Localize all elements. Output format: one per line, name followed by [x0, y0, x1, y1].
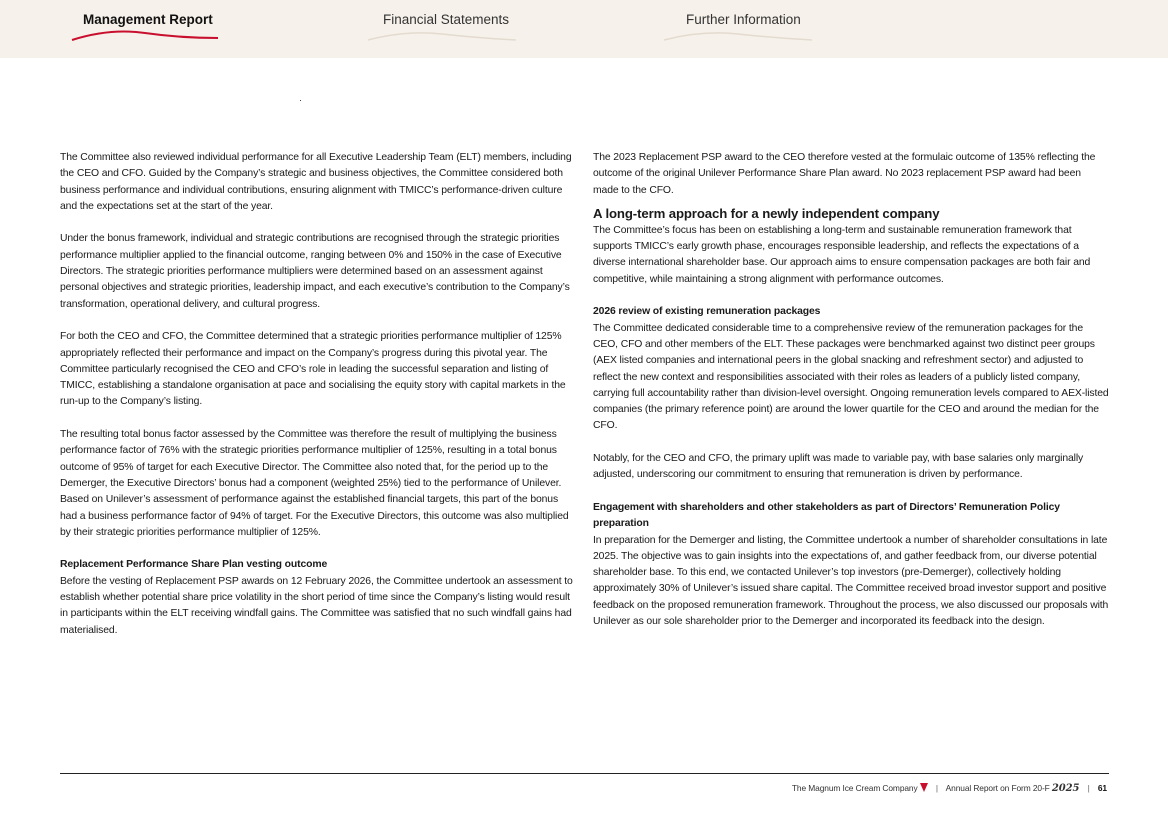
active-tab-underline — [70, 26, 220, 44]
paragraph: The 2023 Replacement PSP award to the CEO therefore vested at the formulaic outcome of 135% reflecting the outcome of the original Unilever Performance Share Plan award. No 2023 replacement PSP award had been made to the CFO. — [593, 152, 1096, 196]
paragraph: Notably, for the CEO and CFO, the primary uplift was made to variable pay, with base salaries only marginally adjusted, underscoring our commitment to ensuring that remuneration is driven by performance. — [593, 453, 1084, 481]
subheading: Replacement Performance Share Plan vesting outcome — [60, 559, 328, 571]
tab-label: Financial Statements — [383, 12, 510, 27]
top-navigation — [0, 0, 1168, 58]
paragraph: The Committee’s focus has been on establishing a long-term and sustainable remuneration framework that supports TMICC’s early growth phase, encourages responsible leadership, and reflects the expectations of a diverse international shareholder base. Our approach aims to ensure compensation packages are both fair and competitive, while maintaining a strong alignment with performance outcomes. — [593, 224, 1091, 285]
report-year: 2025 — [1051, 783, 1080, 794]
tab-label: Management Report — [83, 12, 213, 27]
paragraph: The resulting total bonus factor assessed by the Committee was therefore the result of multiplying the business performance factor of 76% with the strategic priorities performance multiplier of 125%, resulting in a total bonus outcome of 95% of target for each Executive Director. The Committee also noted that, for the period up to the Demerger, the Executive Directors’ bonus had a component (weighted 25%) tied to the performance of Unilever. Based on Unilever’s assessment of performance against the established financial targets, this part of the bonus had a business performance factor of 94% of target. For the Executive Directors, this outcome was also multiplied by their strategic priorities performance multiplier of 125%. — [60, 429, 569, 538]
report-title: Annual Report on Form 20-F — [945, 783, 1050, 793]
tab-management-report[interactable] — [83, 12, 213, 27]
subheading: 2026 review of existing remuneration packages — [593, 306, 821, 318]
separator: | — [1087, 783, 1090, 793]
tab-further-information[interactable] — [686, 12, 801, 27]
left-column — [60, 150, 576, 655]
stray-mark — [300, 100, 301, 101]
tab-underline — [662, 26, 814, 44]
section-heading: A long-term approach for a newly independent company — [593, 205, 940, 221]
separator: | — [935, 783, 938, 793]
page-footer — [792, 783, 1107, 794]
paragraph: The Committee dedicated considerable time to a comprehensive review of the remuneration packages for the CEO, CFO and other members of the ELT. These packages were benchmarked against two distinct peer groups (AEX listed companies and international peers in the global snacking and refreshment sector) and adjusted to reflect the new context and responsibilities associated with their roles as leaders of a publicly listed company, carrying full accountability rather than division-level oversight. Ongoing remuneration levels compared to AEX-listed companies (the primary reference point) are around the lower quartile for the CEO and around the median for the CFO. — [593, 322, 1109, 432]
tab-label: Further Information — [686, 12, 801, 27]
paragraph: Under the bonus framework, individual and strategic contributions are recognised through the strategic priorities performance multiplier applied to the financial outcome, ranging between 0% and 150% in the case of Executive Directors. The strategic priorities performance multipliers were determined based on an assessment against personal objectives and strategic priorities, leadership impact, and each executive’s contribution to the Company’s transformation, operational delivery, and cultural progress. — [60, 233, 570, 310]
subheading: Engagement with shareholders and other stakeholders as part of Directors’ Remuneration Policy preparation — [593, 501, 1060, 530]
company-name: The Magnum Ice Cream Company — [791, 783, 918, 793]
tab-underline — [366, 26, 518, 44]
heart-logo-icon — [920, 783, 928, 792]
footer-rule — [60, 773, 1109, 774]
paragraph: The Committee also reviewed individual performance for all Executive Leadership Team (ELT) members, including the CEO and CFO. Guided by the Company’s strategic and business objectives, the Committee considered both business performance and individual contributions, ensuring alignment with TMICC’s performance-driven culture and the expectations set at the start of the year. — [60, 152, 572, 212]
right-column — [593, 150, 1109, 647]
paragraph: In preparation for the Demerger and listing, the Committee undertook a number of shareholder consultations in late 2025. The objective was to gain insights into the expectations of, and gather feedback from, our diverse potential shareholder base. To this end, we contacted Unilever’s top investors (pre-Demerger), collectively holding approximately 30% of Unilever’s issued share capital. The Committee received broad investor support and positive feedback on the proposed remuneration framework. Throughout the process, we also discussed our proposals with Unilever as our sole shareholder prior to the Demerger and incorporated its feedback into the design. — [593, 534, 1109, 628]
page-number: 61 — [1097, 783, 1107, 793]
paragraph: Before the vesting of Replacement PSP awards on 12 February 2026, the Committee undertook an assessment to establish whether potential share price volatility in the short period of time since the Company’s listing would result in participants within the ELT receiving windfall gains. The Committee was satisfied that no such windfall gains had materialised. — [60, 575, 573, 636]
tab-financial-statements[interactable] — [383, 12, 509, 27]
paragraph: For both the CEO and CFO, the Committee determined that a strategic priorities performance multiplier of 125% appropriately reflected their performance and impact on the Company’s progress during this pivotal year. The Committee particularly recognised the CEO and CFO’s role in leading the successful separation and listing of TMICC, establishing a standalone organisation at pace and socialising the equity story with capital markets in the run-up to the Company’s listing. — [60, 331, 566, 408]
